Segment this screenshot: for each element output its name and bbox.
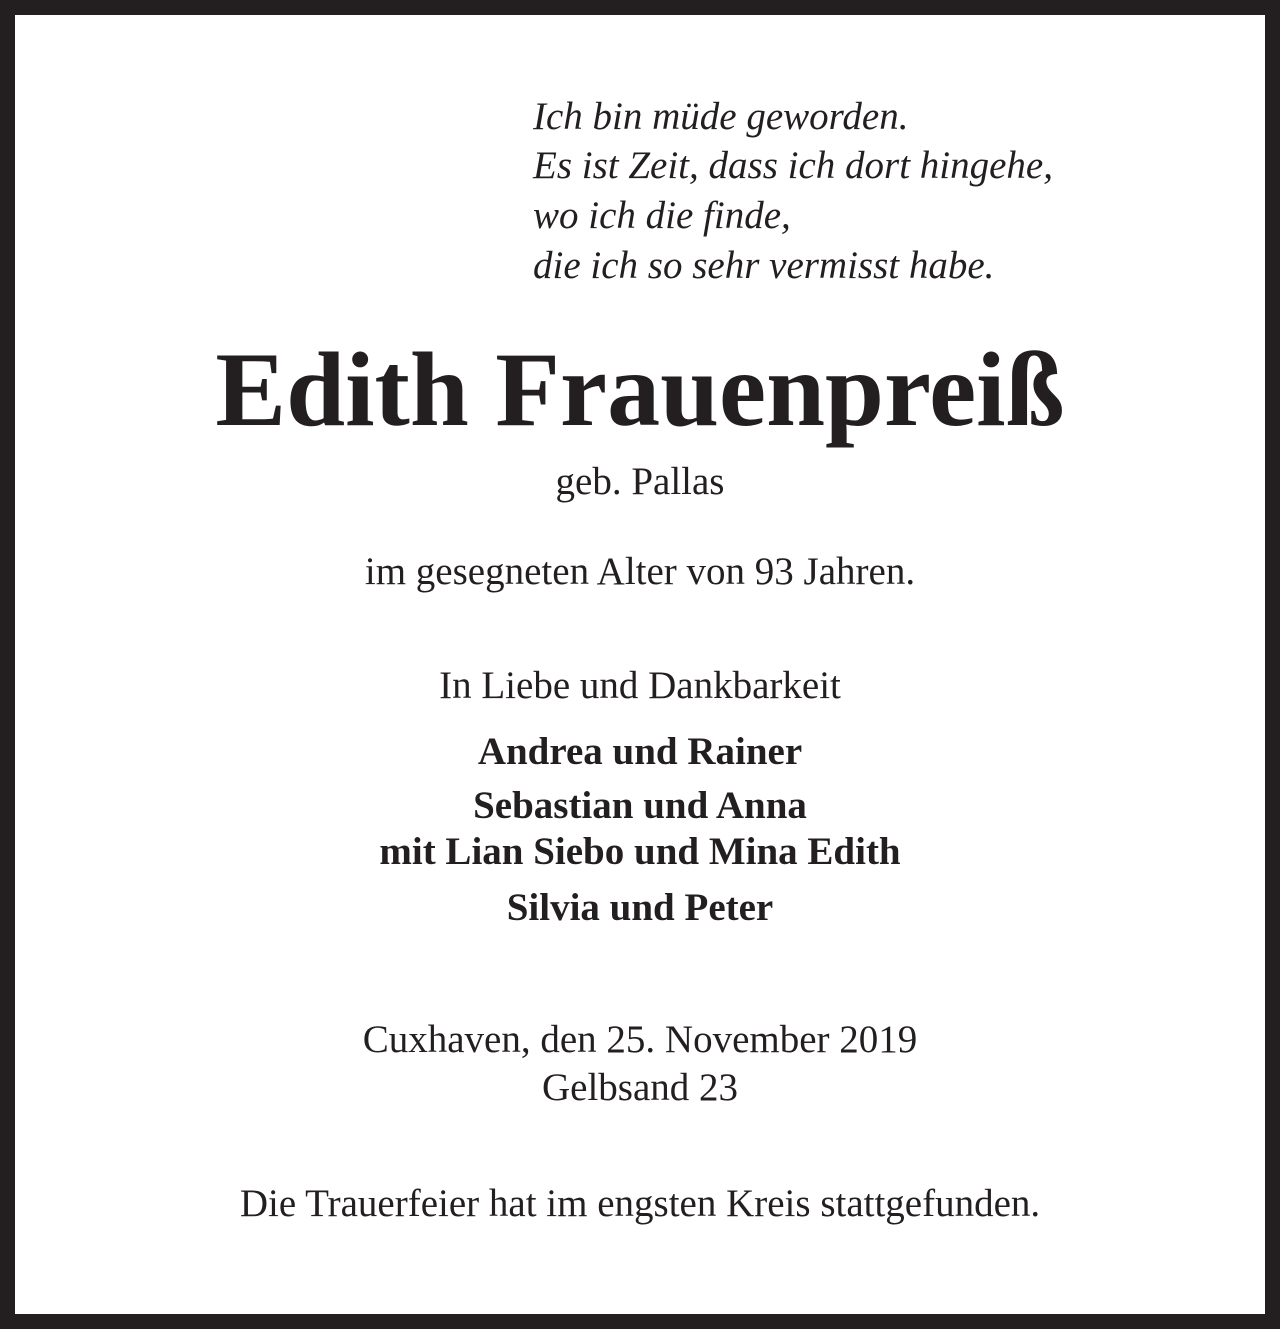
mourner: mit Lian Siebo und Mina Edith [379,830,901,873]
birth-name: geb. Pallas [555,460,725,503]
poem-line: Es ist Zeit, dass ich dort hingehe, [533,144,1053,187]
funeral-note: Die Trauerfeier hat im engsten Kreis stattgefunden. [239,1182,1041,1225]
address: Gelbsand 23 [541,1066,739,1109]
mourner: Andrea und Rainer [477,730,803,773]
place-date: Cuxhaven, den 25. November 2019 [362,1018,918,1061]
mourner: Sebastian und Anna [473,784,807,827]
poem-line: wo ich die finde, [533,194,791,237]
poem-line: die ich so sehr vermisst habe. [533,244,995,287]
age-line: im gesegneten Alter von 93 Jahren. [364,550,916,593]
poem-line: Ich bin müde geworden. [533,95,909,138]
deceased-name: Edith Frauenpreiß [215,331,1065,448]
dedication: In Liebe und Dankbarkeit [439,664,841,707]
mourner: Silvia und Peter [506,886,774,929]
